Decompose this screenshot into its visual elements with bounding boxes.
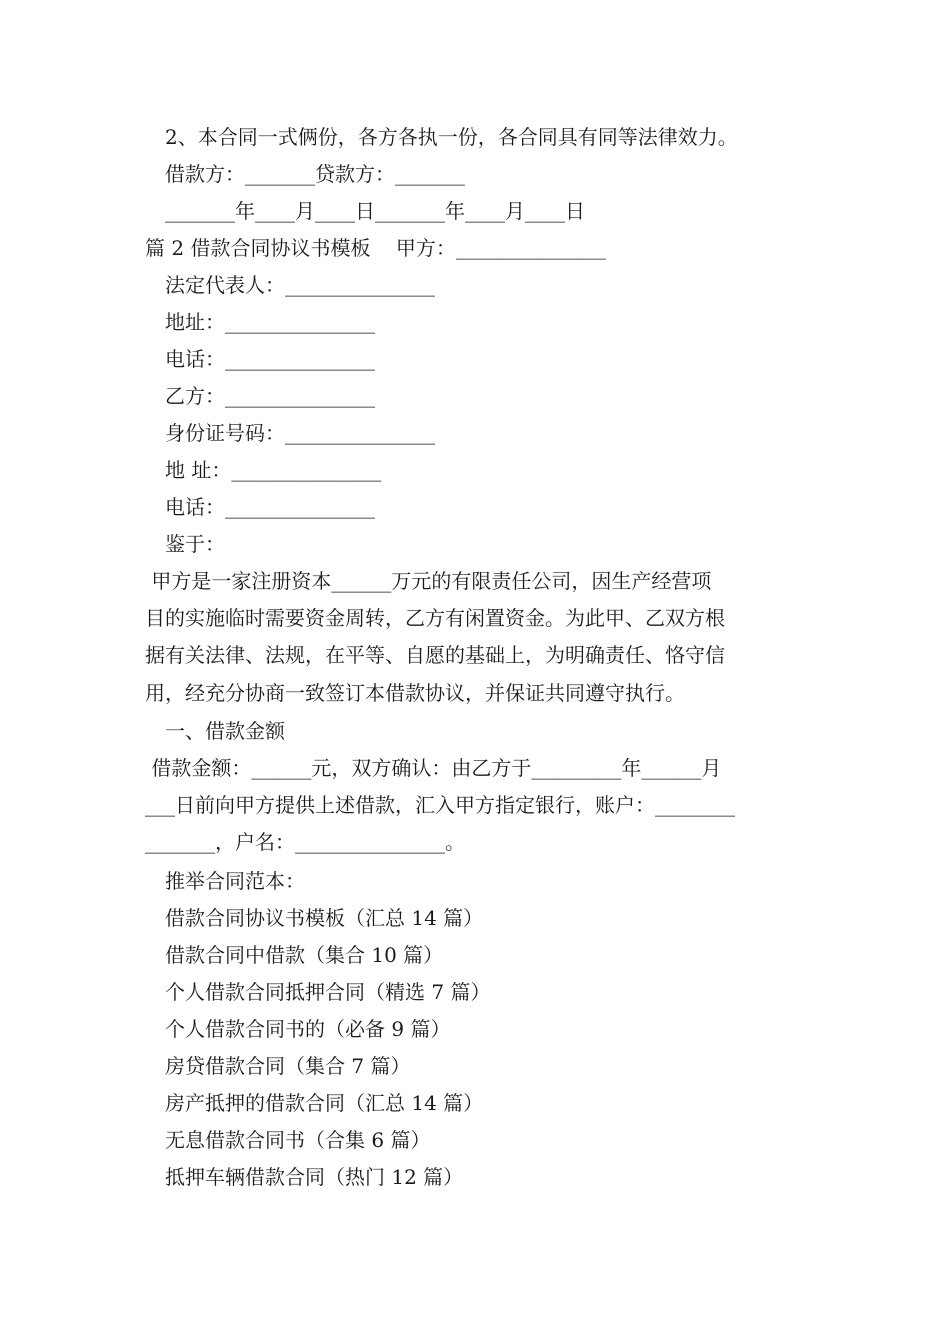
whereas-paragraph [145, 563, 807, 712]
whereas-label: 鉴于： [165, 532, 225, 556]
recommend-item[interactable]: 抵押车辆借款合同（热门 12 篇） [165, 1165, 464, 1189]
recommend-title: 推举合同范本： [165, 869, 305, 893]
paragraph-line: 甲方是一家注册资本______万元的有限责任公司，因生产经营项 [145, 569, 712, 593]
section-title-loan-amount: 一、借款金额 [165, 719, 285, 743]
recommend-item[interactable]: 房产抵押的借款合同（汇总 14 篇） [165, 1091, 484, 1115]
recommend-item[interactable]: 房贷借款合同（集合 7 篇） [165, 1054, 411, 1078]
recommend-item[interactable]: 个人借款合同书的（必备 9 篇） [165, 1017, 451, 1041]
recommend-item[interactable]: 无息借款合同书（合集 6 篇） [165, 1128, 431, 1152]
field-phone-b: 电话：_______________ [165, 495, 375, 519]
paragraph-line: 目的实施临时需要资金周转，乙方有闲置资金。为此甲、乙双方根 [145, 606, 725, 631]
recommend-item[interactable]: 个人借款合同抵押合同（精选 7 篇） [165, 980, 491, 1004]
field-phone-a: 电话：_______________ [165, 347, 375, 371]
signature-parties: 借款方：_______贷款方：_______ [165, 162, 465, 186]
field-party-b: 乙方：_______________ [165, 384, 375, 408]
field-address-a: 地址：_______________ [165, 310, 375, 334]
field-address-b: 地 址：_______________ [165, 458, 382, 482]
loan-amount-paragraph [145, 750, 807, 862]
field-id-number: 身份证号码：_______________ [165, 421, 435, 445]
section-heading-party-a: 篇 2 借款合同协议书模板 甲方：_______________ [145, 236, 606, 260]
clause-copies: 2、本合同一式俩份，各方各执一份，各合同具有同等法律效力。 [165, 125, 738, 149]
signature-dates: _______年____月____日_______年____月____日 [165, 199, 585, 223]
paragraph-line: 据有关法律、法规，在平等、自愿的基础上，为明确责任、恪守信 [145, 643, 725, 668]
paragraph-line: _______，户名：_______________。 [145, 830, 465, 855]
recommend-item[interactable]: 借款合同协议书模板（汇总 14 篇） [165, 906, 484, 930]
paragraph-line: 借款金额：______元，双方确认：由乙方于_________年______月 [145, 756, 722, 780]
paragraph-line: ___日前向甲方提供上述借款，汇入甲方指定银行，账户：________ [145, 793, 735, 818]
paragraph-line: 用，经充分协商一致签订本借款协议，并保证共同遵守执行。 [145, 680, 685, 705]
recommend-item[interactable]: 借款合同中借款（集合 10 篇） [165, 943, 444, 967]
field-legal-representative: 法定代表人：_______________ [165, 273, 435, 297]
